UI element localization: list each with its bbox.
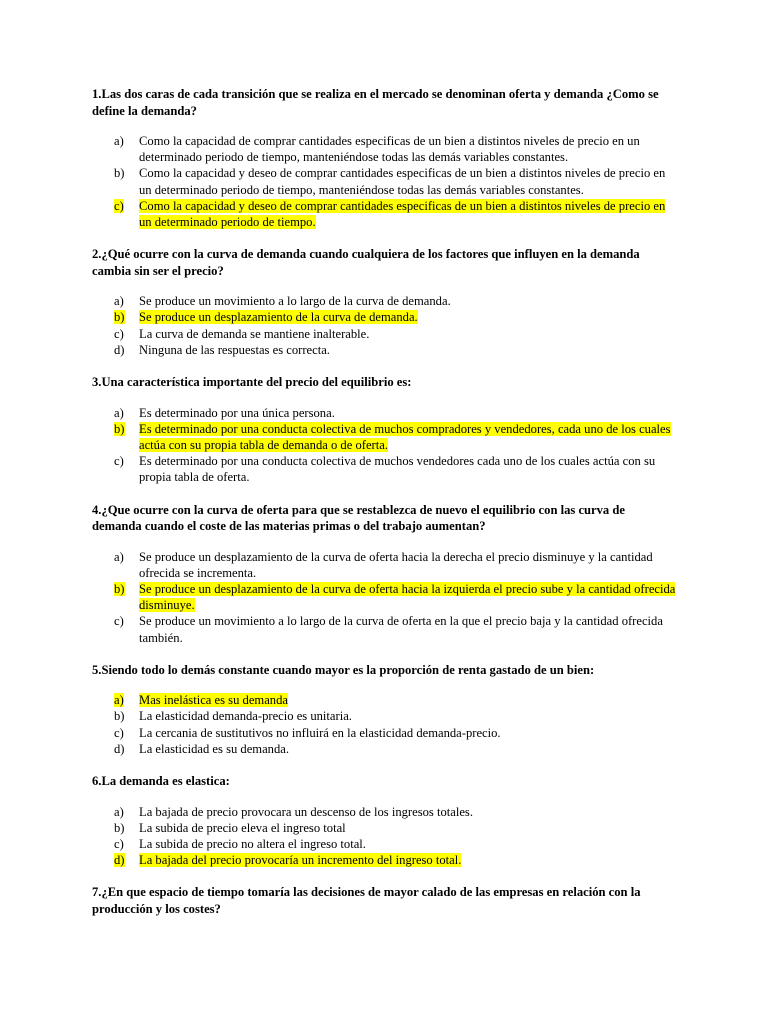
option-letter: a) (114, 693, 124, 708)
option-item (92, 342, 676, 358)
option-list (92, 133, 676, 230)
question-3 (92, 374, 676, 486)
option-text-highlighted: Es determinado por una conducta colectiva de muchos compradores y vendedores, cada uno de los cuales actúa con su propia tabla de demanda o de oferta. (139, 421, 671, 452)
question-title: 1.Las dos caras de cada transición que se realiza en el mercado se denominan oferta y demanda ¿Como se define la demanda? (92, 87, 659, 118)
option-item (92, 804, 676, 820)
option-letter: a) (114, 804, 124, 819)
option-item-highlighted (92, 692, 676, 708)
option-item (92, 549, 676, 581)
option-item (92, 820, 676, 836)
question-title: 7.¿En que espacio de tiempo tomaría las decisiones de mayor calado de las empresas en relación con la producción y los costes? (92, 885, 641, 916)
option-letter: b) (114, 421, 125, 436)
option-letter: c) (114, 326, 124, 341)
question-title: 3.Una característica importante del precio del equilibrio es: (92, 375, 412, 390)
option-item (92, 836, 676, 852)
option-letter: d) (114, 342, 125, 357)
option-list (92, 549, 676, 646)
option-item (92, 453, 676, 485)
option-list (92, 692, 676, 757)
option-text: La elasticidad es su demanda. (139, 741, 290, 756)
option-text-highlighted: Se produce un desplazamiento de la curva de oferta hacia la izquierda el precio sube y la cantidad ofrecida disminuye. (139, 581, 676, 613)
option-item-highlighted (92, 198, 676, 230)
option-letter: c) (114, 454, 124, 469)
option-letter: b) (114, 709, 125, 724)
option-list (92, 405, 676, 486)
option-list (92, 804, 676, 869)
option-letter: b) (114, 581, 125, 596)
option-text: La subida de precio eleva el ingreso total (139, 820, 346, 835)
option-text-highlighted: La bajada del precio provocaría un incremento del ingreso total. (139, 853, 462, 868)
option-letter: b) (114, 820, 125, 835)
option-text: La elasticidad demanda-precio es unitaria. (139, 709, 352, 724)
option-letter: d) (114, 853, 125, 868)
option-text: Es determinado por una conducta colectiva de muchos vendedores cada uno de los cuales actúa con su propia tabla de oferta. (139, 454, 656, 485)
option-text: La subida de precio no altera el ingreso total. (139, 836, 366, 851)
option-letter: a) (114, 294, 124, 309)
question-6 (92, 773, 676, 868)
option-letter: a) (114, 549, 124, 564)
option-item (92, 165, 676, 197)
option-item (92, 405, 676, 421)
option-item-highlighted (92, 852, 676, 868)
option-text: Se produce un movimiento a lo largo de la curva de demanda. (139, 294, 451, 309)
question-title: 6.La demanda es elastica: (92, 774, 230, 789)
option-letter: b) (114, 310, 125, 325)
option-item (92, 293, 676, 309)
option-text-highlighted: Se produce un desplazamiento de la curva de demanda. (139, 310, 418, 325)
option-item-highlighted (92, 581, 676, 613)
option-text: Como la capacidad y deseo de comprar cantidades especificas de un bien a distintos niveles de precio en un determinado periodo de tiempo, manteniéndose todas las demás variables constantes. (139, 166, 666, 197)
question-title: 5.Siendo todo lo demás constante cuando mayor es la proporción de renta gastado de un bien: (92, 662, 595, 677)
option-letter: c) (114, 725, 124, 740)
option-letter: a) (114, 134, 124, 148)
option-letter: c) (114, 198, 124, 213)
option-text: Ninguna de las respuestas es correcta. (139, 342, 330, 357)
option-letter: c) (114, 614, 124, 629)
option-item (92, 725, 676, 741)
option-text: Se produce un movimiento a lo largo de la curva de oferta en la que el precio baja y la cantidad ofrecida también. (139, 614, 663, 645)
option-text: Se produce un desplazamiento de la curva de oferta hacia la derecha el precio disminuye y la cantidad ofrecida se incrementa. (139, 549, 653, 580)
option-item (92, 708, 676, 724)
option-text: Como la capacidad de comprar cantidades especificas de un bien a distintos niveles de precio en un determinado periodo de tiempo, manteniéndose todas las demás variables constantes. (139, 134, 640, 165)
option-text: Es determinado por una única persona. (139, 405, 335, 420)
option-item-highlighted (92, 421, 676, 453)
question-2 (92, 246, 676, 358)
question-4 (92, 502, 676, 646)
option-item (92, 741, 676, 757)
option-letter: d) (114, 741, 125, 756)
option-text: La cercania de sustitutivos no influirá en la elasticidad demanda-precio. (139, 725, 501, 740)
option-item (92, 326, 676, 342)
option-text: La bajada de precio provocara un descenso de los ingresos totales. (139, 804, 473, 819)
option-text-highlighted: Como la capacidad y deseo de comprar cantidades especificas de un bien a distintos niveles de precio en un determinado periodo de tiempo. (139, 198, 666, 230)
question-1 (92, 86, 676, 230)
option-letter: b) (114, 166, 125, 181)
option-letter: c) (114, 836, 124, 851)
question-5 (92, 662, 676, 757)
question-title: 2.¿Qué ocurre con la curva de demanda cuando cualquiera de los factores que influyen en la demanda cambia sin ser el precio? (92, 247, 640, 278)
question-title: 4.¿Que ocurre con la curva de oferta para que se restablezca de nuevo el equilibrio con las curva de demanda cuando el coste de las materias primas o del trabajo aumentan? (92, 502, 625, 534)
option-list (92, 293, 676, 358)
option-item (92, 613, 676, 645)
option-item (92, 133, 676, 165)
option-item-highlighted (92, 309, 676, 325)
option-text: La curva de demanda se mantiene inalterable. (139, 326, 370, 341)
option-letter: a) (114, 405, 124, 420)
option-text-highlighted: Mas inelástica es su demanda (139, 693, 288, 708)
question-7 (92, 884, 676, 917)
